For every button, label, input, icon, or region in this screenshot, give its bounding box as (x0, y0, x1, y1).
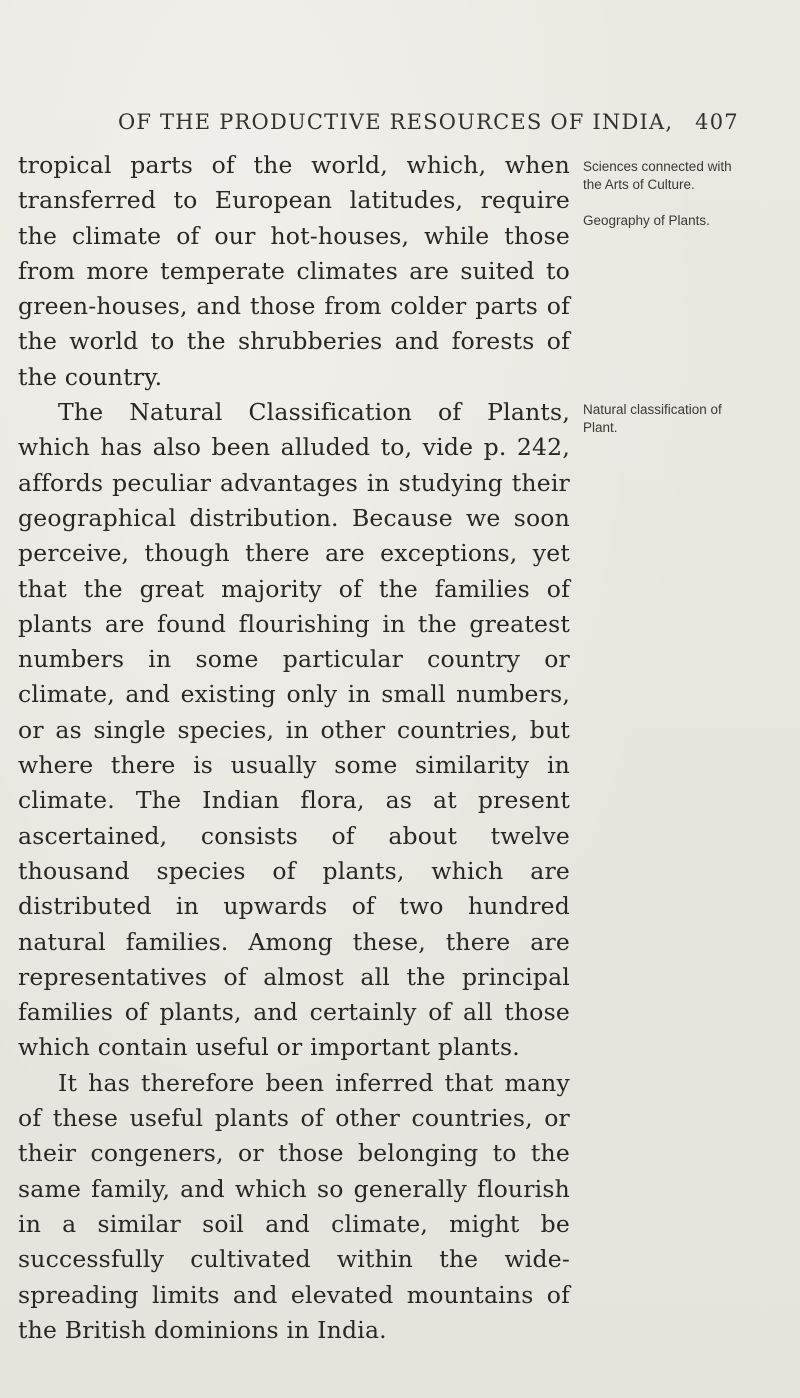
paragraph-continuation: tropical parts of the world, which, when transferred to European latitudes, require the climate of our hot-houses, while those from more temperate climates are suited to green-houses, and those from colder parts of the world to the shrubberies and forests of the country. (18, 151, 570, 391)
running-header-title: OF THE PRODUCTIVE RESOURCES OF INDIA, (118, 110, 674, 134)
main-text-column (18, 148, 570, 1348)
running-header (118, 110, 739, 134)
page-number: 407 (695, 110, 739, 134)
margin-note-sciences: Sciences connected with the Arts of Culture. (583, 159, 732, 192)
margin-note-classification: Natural classification of Plant. (583, 402, 722, 435)
paragraph-natural-classification: The Natural Classification of Plants, which has also been alluded to, vide p. 242, affords peculiar advantages in studying their geographical distribution. Because we soon perceive, though there are exceptions, yet that the great majority of the families of plants are found flourishing in the greatest numbers in some particular country or climate, and existing only in small numbers, or as single species, in other countries, but where there is usually some similarity in climate. The Indian flora, as at present ascertained, consists of about twelve thousand species of plants, which are distributed in upwards of two hundred natural families. Among these, there are representatives of almost all the principal families of plants, and certainly of all those which contain useful or important plants. (18, 398, 570, 1062)
paragraph-inference: It has therefore been inferred that many of these useful plants of other countries, or their congeners, or those belonging to the same family, and which so generally flourish in a similar soil and climate, might be successfully cultivated within the wide-spreading limits and elevated mountains of the British dominions in India. (18, 1068, 570, 1344)
margin-note-geography: Geography of Plants. (583, 213, 710, 228)
